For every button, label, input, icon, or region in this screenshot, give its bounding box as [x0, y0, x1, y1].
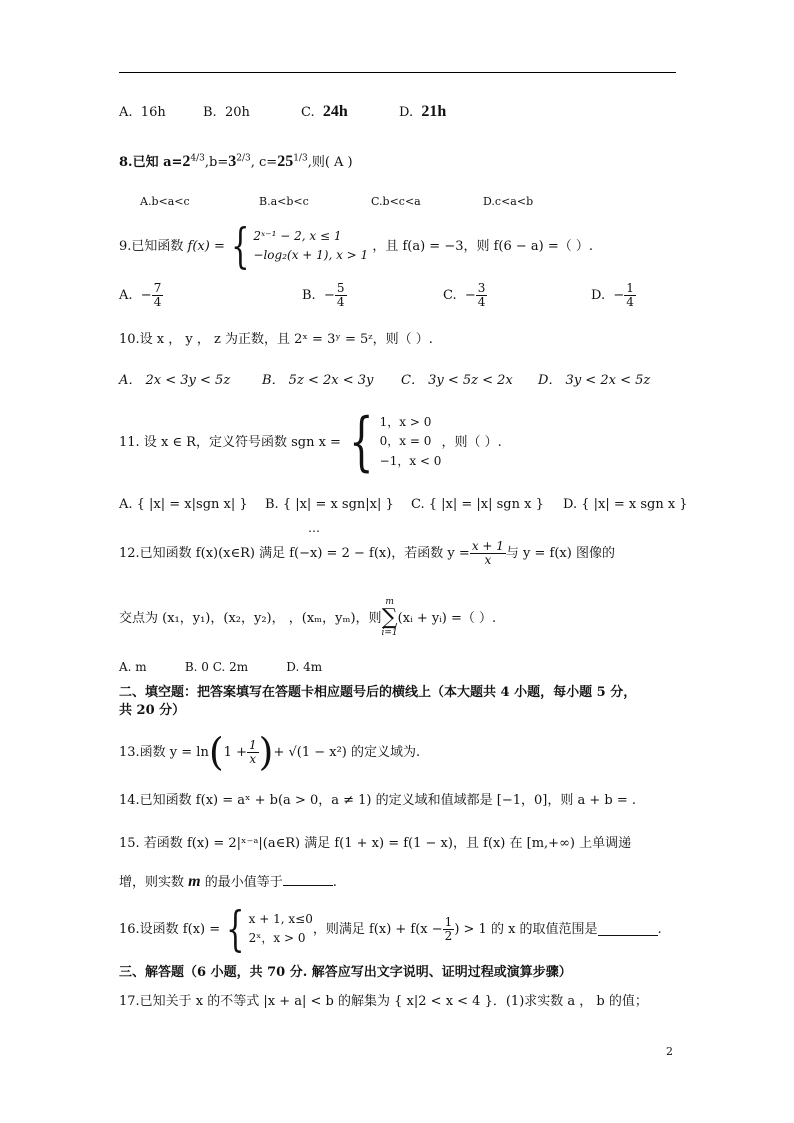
q16-stem: 16.设函数 f(x) = { x + 1, x≤0 2ˣ，x > 0 ，则满足 f(x) + f(x − $\frac{1}{2}$ ) > 1 的 x 的取值范围是 .: [119, 901, 662, 957]
page-number: 2: [666, 1045, 673, 1058]
q17-stem: 17.已知关于 x 的不等式 |x + a| < b 的解集为 { x|2 < x < 4 }．(1)求实数 a ， b 的值；: [119, 994, 648, 1009]
q11-option-b: B. { |x| = x sgn|x| }: [265, 497, 394, 512]
q10-stem: 10.设 x ， y ， z 为正数，且 2ˣ = 3ʸ = 5ᶻ，则（ ）.: [119, 332, 433, 347]
q10-option-d: D． 3y < 2x < 5z: [538, 373, 651, 388]
ellipsis-mark: …: [308, 521, 320, 535]
answer-blank[interactable]: [598, 923, 658, 936]
q7-option-a: A. 16h: [119, 105, 166, 120]
q8-option-d: D.c<a<b: [483, 195, 534, 208]
q10-option-a: A． 2x < 3y < 5z: [119, 373, 231, 388]
q8-option-a: A.b<a<c: [140, 195, 190, 208]
q14-stem: 14.已知函数 f(x) = aˣ + b(a > 0，a ≠ 1) 的定义域和值域都是 [−1，0]，则 a + b = .: [119, 793, 636, 808]
q12-stem-line1: 12.已知函数 f(x)(x∈R) 满足 f(−x) = 2 − f(x)，若函数 y = $\frac{x + 1}{x}$ 与 y = f(x) 图像的: [119, 539, 615, 567]
q7-option-b: B. 20h: [203, 105, 250, 120]
q12-options: A. m B. 0 C. 2m D. 4m: [119, 660, 323, 674]
q8-option-c: C.b<c<a: [371, 195, 421, 208]
header-rule: [119, 72, 676, 73]
q13-stem: 13.函数 y = ln ( 1 + $\frac{1}{x}$ ) + √(1 − x²) 的定义域为.: [119, 730, 421, 774]
q12-stem-line2: 交点为 (x₁，y₁)，(x₂，y₂)， ，(xₘ，yₘ)，则 m ∑ i=1 (xᵢ + yᵢ) =（ ）.: [119, 597, 497, 638]
q9-option-c: C. − $\frac{3}{4}$: [443, 281, 486, 309]
q9-option-a: A. − $\frac{7}{4}$: [119, 281, 162, 309]
q9-stem: 9.已知函数 f(x) = { 2ˣ⁻¹ − 2, x ≤ 1 −log₂(x + 1), x > 1 ，且 f(a) = −3，则 f(6 − a) =（ ）.: [119, 218, 594, 274]
q9-option-d: D. − $\frac{1}{4}$: [591, 281, 634, 309]
q11-option-a: A. { |x| = x|sgn x| }: [119, 497, 248, 512]
answer-blank[interactable]: [283, 873, 333, 886]
q11-stem: 11. 设 x ∈ R，定义符号函数 sgn x = { 1，x > 0 0，x = 0 −1，x < 0 ，则（ ）.: [119, 405, 502, 479]
section3-title: 三、解答题（6 小题，共 70 分. 解答应写出文字说明、证明过程或演算步骤）: [119, 965, 572, 980]
q15-stem-line1: 15. 若函数 f(x) = 2|ˣ⁻ᵃ|(a∈R) 满足 f(1 + x) = f(1 − x)，且 f(x) 在 [m,+∞) 上单调递: [119, 836, 632, 851]
q9-option-b: B. − $\frac{5}{4}$: [302, 281, 345, 309]
q11-option-c: C. { |x| = |x| sgn x }: [411, 497, 544, 512]
q8-stem: 8.已知 $a=2^{4/3},b=3^{2/3}$, $c=25^{1/3}$,则( A ): [119, 153, 353, 170]
section2-title: 二、填空题：把答案填写在答题卡相应题号后的横线上（本大题共 4 小题，每小题 5 分，: [119, 685, 637, 700]
q15-stem-line2: 增，则实数 m 的最小值等于 .: [119, 873, 337, 890]
q10-option-c: C． 3y < 5z < 2x: [401, 373, 513, 388]
q10-option-b: B． 5z < 2x < 3y: [262, 373, 374, 388]
q7-option-c: C. 24h: [301, 103, 348, 120]
section2-title-cont: 共 20 分）: [119, 703, 186, 718]
q7-option-d: D. 21h: [399, 103, 447, 120]
q11-option-d: D. { |x| = x sgn x }: [563, 497, 688, 512]
q8-option-b: B.a<b<c: [259, 195, 309, 208]
